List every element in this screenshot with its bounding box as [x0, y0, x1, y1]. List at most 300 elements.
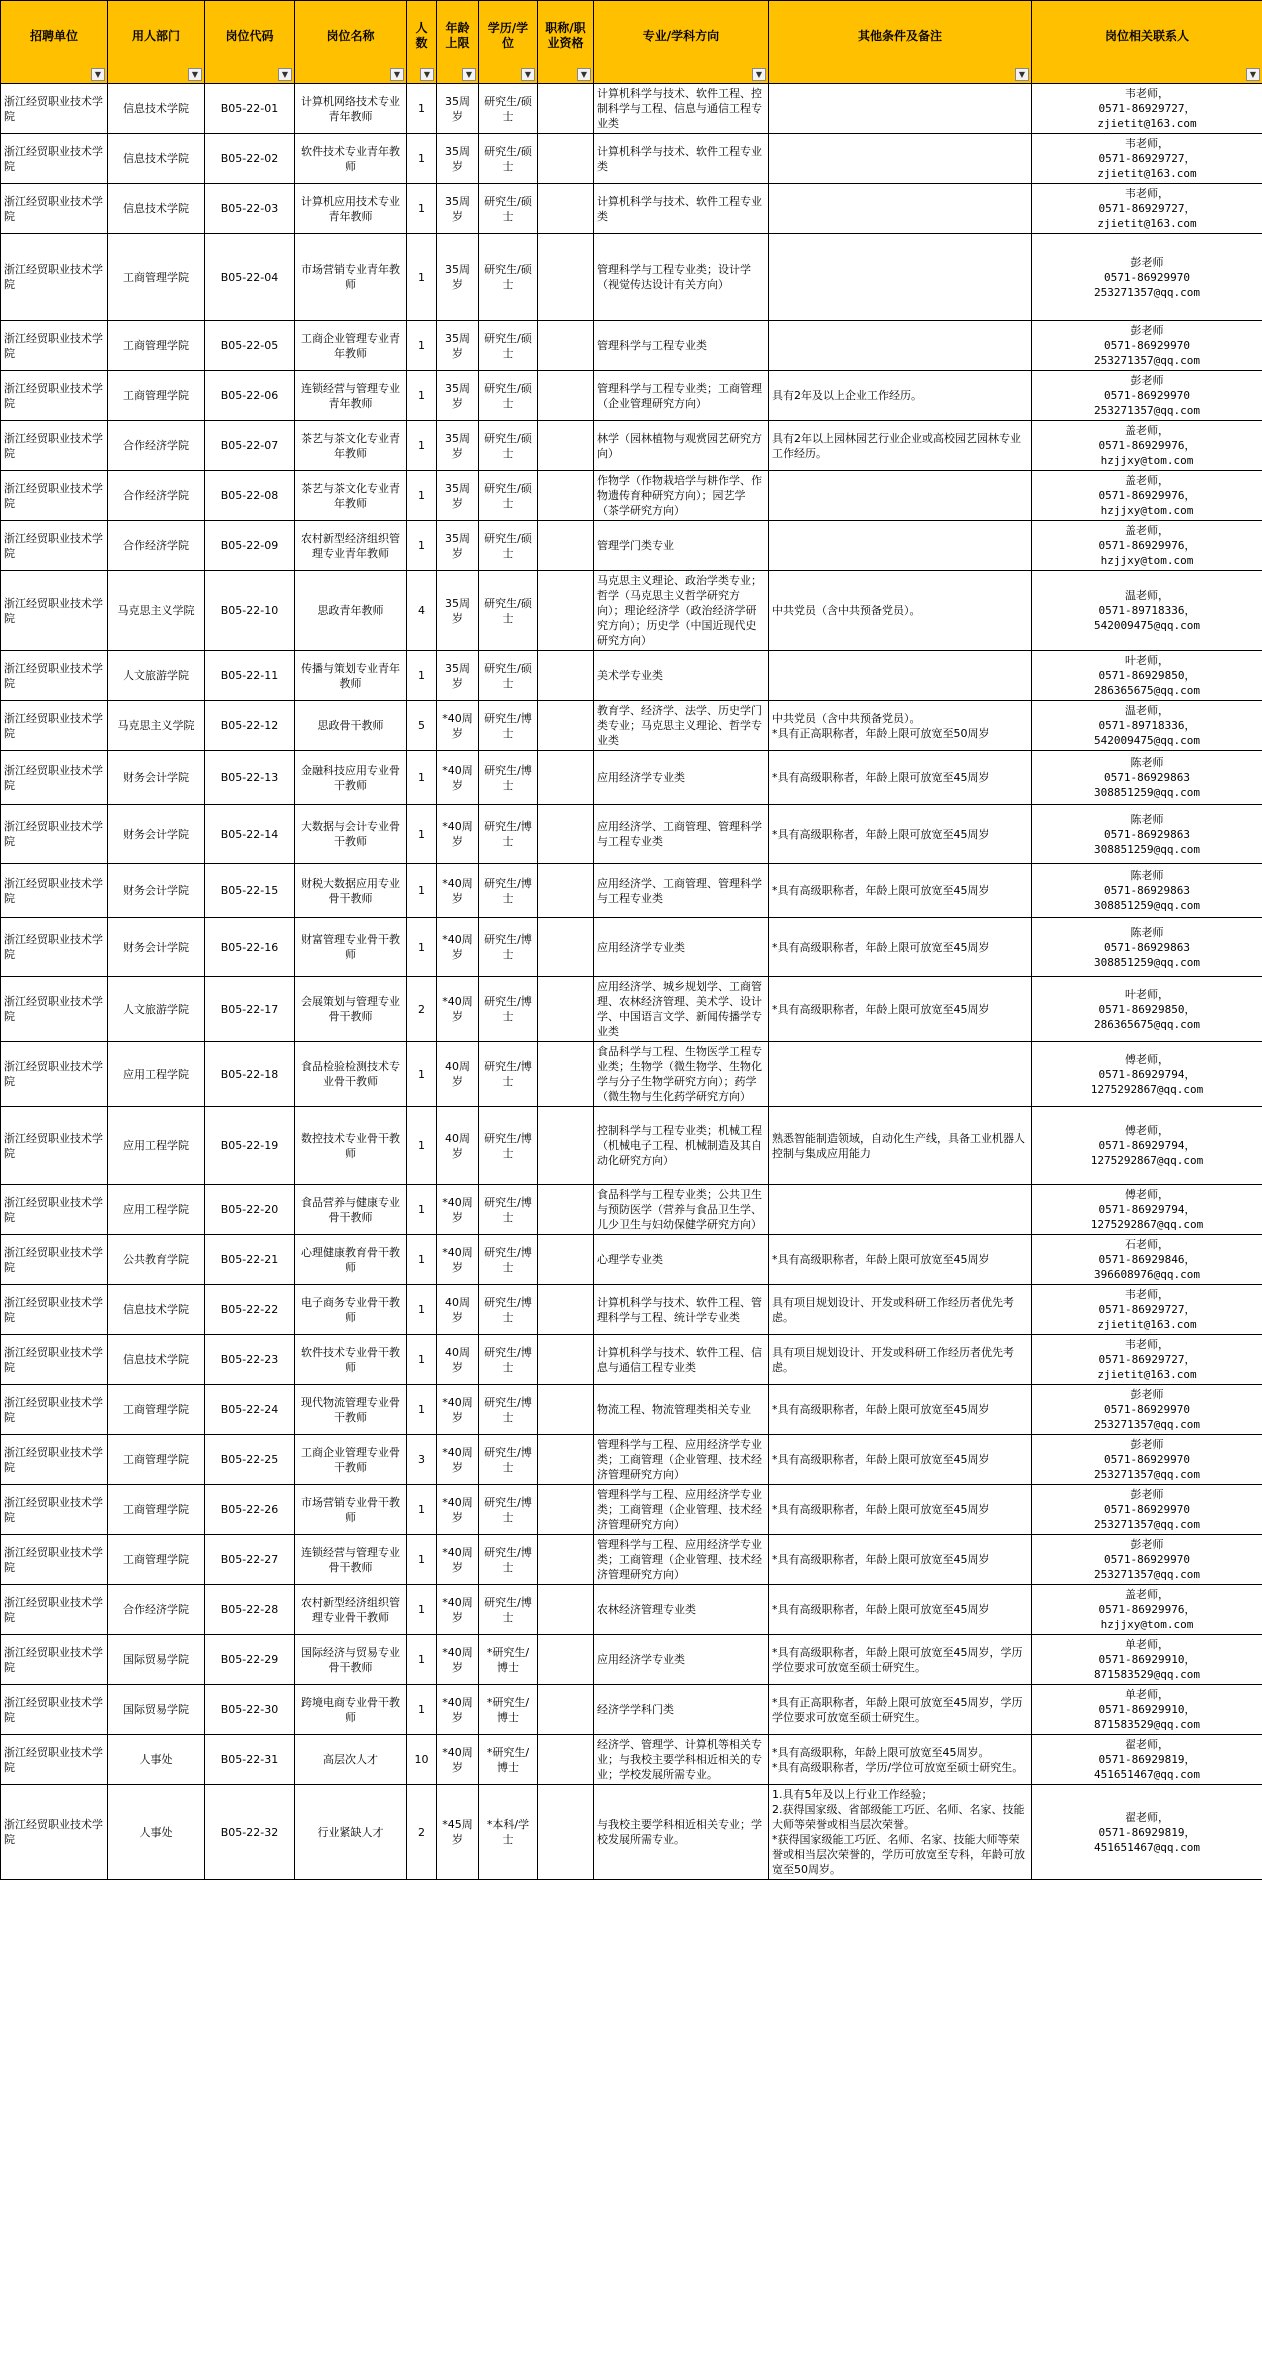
cell-edu[interactable]: 研究生/硕士 — [479, 471, 538, 521]
column-header-dept[interactable] — [108, 1, 205, 84]
table-row[interactable] — [1, 1535, 1262, 1585]
cell-notes[interactable] — [769, 651, 1032, 701]
cell-major[interactable]: 应用经济学、城乡规划学、工商管理、农林经济管理、美术学、设计学、中国语言文学、新闻传播学专业类 — [594, 977, 769, 1042]
cell-age[interactable]: *40周岁 — [437, 864, 479, 918]
cell-num[interactable]: 3 — [407, 1435, 437, 1485]
cell-code[interactable]: B05-22-16 — [205, 918, 295, 977]
cell-unit[interactable]: 浙江经贸职业技术学院 — [1, 421, 108, 471]
cell-contact[interactable]: 盖老师， 0571-86929976， hzjjxy@tom.com — [1032, 1585, 1262, 1635]
cell-title[interactable] — [538, 1485, 594, 1535]
cell-edu[interactable]: 研究生/博士 — [479, 1385, 538, 1435]
cell-major[interactable]: 管理科学与工程专业类 — [594, 321, 769, 371]
cell-code[interactable]: B05-22-32 — [205, 1785, 295, 1880]
cell-age[interactable]: 40周岁 — [437, 1042, 479, 1107]
cell-title[interactable] — [538, 1785, 594, 1880]
cell-notes[interactable]: *具有高级职称者，年龄上限可放宽至45周岁 — [769, 1585, 1032, 1635]
cell-edu[interactable]: 研究生/博士 — [479, 1107, 538, 1185]
cell-unit[interactable]: 浙江经贸职业技术学院 — [1, 1235, 108, 1285]
cell-name[interactable]: 农村新型经济组织管理专业青年教师 — [295, 521, 407, 571]
cell-edu[interactable]: 研究生/硕士 — [479, 234, 538, 321]
table-row[interactable] — [1, 84, 1262, 134]
cell-age[interactable]: 35周岁 — [437, 651, 479, 701]
cell-num[interactable]: 1 — [407, 651, 437, 701]
cell-num[interactable]: 1 — [407, 184, 437, 234]
cell-name[interactable]: 思政青年教师 — [295, 571, 407, 651]
cell-notes[interactable] — [769, 521, 1032, 571]
cell-name[interactable]: 计算机应用技术专业青年教师 — [295, 184, 407, 234]
cell-unit[interactable]: 浙江经贸职业技术学院 — [1, 1385, 108, 1435]
cell-unit[interactable]: 浙江经贸职业技术学院 — [1, 1485, 108, 1535]
filter-dropdown-icon[interactable]: ▼ — [188, 68, 202, 81]
cell-age[interactable]: *40周岁 — [437, 977, 479, 1042]
table-row[interactable] — [1, 1235, 1262, 1285]
cell-name[interactable]: 食品检验检测技术专业骨干教师 — [295, 1042, 407, 1107]
cell-num[interactable]: 10 — [407, 1735, 437, 1785]
cell-num[interactable]: 2 — [407, 1785, 437, 1880]
cell-num[interactable]: 1 — [407, 234, 437, 321]
cell-dept[interactable]: 国际贸易学院 — [108, 1685, 205, 1735]
cell-major[interactable]: 应用经济学专业类 — [594, 918, 769, 977]
cell-edu[interactable]: *研究生/博士 — [479, 1635, 538, 1685]
cell-code[interactable]: B05-22-08 — [205, 471, 295, 521]
cell-notes[interactable] — [769, 134, 1032, 184]
cell-num[interactable]: 1 — [407, 1635, 437, 1685]
cell-age[interactable]: *40周岁 — [437, 1685, 479, 1735]
cell-dept[interactable]: 财务会计学院 — [108, 864, 205, 918]
column-header-num[interactable] — [407, 1, 437, 84]
cell-age[interactable]: *40周岁 — [437, 1435, 479, 1485]
cell-name[interactable]: 高层次人才 — [295, 1735, 407, 1785]
cell-code[interactable]: B05-22-23 — [205, 1335, 295, 1385]
cell-notes[interactable] — [769, 321, 1032, 371]
cell-num[interactable]: 1 — [407, 371, 437, 421]
filter-dropdown-icon[interactable]: ▼ — [420, 68, 434, 81]
cell-contact[interactable]: 傅老师， 0571-86929794， 1275292867@qq.com — [1032, 1185, 1262, 1235]
cell-major[interactable]: 美术学专业类 — [594, 651, 769, 701]
column-header-code[interactable] — [205, 1, 295, 84]
cell-major[interactable]: 管理科学与工程专业类；工商管理（企业管理研究方向） — [594, 371, 769, 421]
cell-title[interactable] — [538, 1285, 594, 1335]
column-header-major[interactable] — [594, 1, 769, 84]
cell-unit[interactable]: 浙江经贸职业技术学院 — [1, 234, 108, 321]
cell-dept[interactable]: 合作经济学院 — [108, 421, 205, 471]
cell-major[interactable]: 应用经济学、工商管理、管理科学与工程专业类 — [594, 805, 769, 864]
table-row[interactable] — [1, 1385, 1262, 1435]
cell-num[interactable]: 5 — [407, 701, 437, 751]
cell-unit[interactable]: 浙江经贸职业技术学院 — [1, 864, 108, 918]
cell-age[interactable]: *40周岁 — [437, 751, 479, 805]
table-row[interactable] — [1, 864, 1262, 918]
cell-code[interactable]: B05-22-30 — [205, 1685, 295, 1735]
cell-edu[interactable]: 研究生/硕士 — [479, 571, 538, 651]
cell-notes[interactable] — [769, 184, 1032, 234]
table-row[interactable] — [1, 651, 1262, 701]
cell-code[interactable]: B05-22-15 — [205, 864, 295, 918]
cell-notes[interactable]: 熟悉智能制造领域，自动化生产线，具备工业机器人控制与集成应用能力 — [769, 1107, 1032, 1185]
cell-edu[interactable]: *本科/学士 — [479, 1785, 538, 1880]
cell-num[interactable]: 1 — [407, 751, 437, 805]
table-row[interactable] — [1, 1285, 1262, 1335]
table-row[interactable] — [1, 1685, 1262, 1735]
cell-contact[interactable]: 韦老师， 0571-86929727， zjietit@163.com — [1032, 1335, 1262, 1385]
cell-major[interactable]: 经济学、管理学、计算机等相关专业；与我校主要学科相近相关的专业；学校发展所需专业。 — [594, 1735, 769, 1785]
cell-code[interactable]: B05-22-04 — [205, 234, 295, 321]
cell-contact[interactable]: 温老师， 0571-89718336， 542009475@qq.com — [1032, 571, 1262, 651]
cell-title[interactable] — [538, 1735, 594, 1785]
cell-name[interactable]: 茶艺与茶文化专业青年教师 — [295, 471, 407, 521]
cell-dept[interactable]: 应用工程学院 — [108, 1107, 205, 1185]
cell-title[interactable] — [538, 1435, 594, 1485]
table-row[interactable] — [1, 321, 1262, 371]
cell-age[interactable]: 40周岁 — [437, 1285, 479, 1335]
cell-dept[interactable]: 国际贸易学院 — [108, 1635, 205, 1685]
cell-contact[interactable]: 石老师， 0571-86929846， 396608976@qq.com — [1032, 1235, 1262, 1285]
cell-age[interactable]: 35周岁 — [437, 234, 479, 321]
cell-num[interactable]: 1 — [407, 1285, 437, 1335]
cell-name[interactable]: 传播与策划专业青年教师 — [295, 651, 407, 701]
cell-title[interactable] — [538, 1042, 594, 1107]
cell-title[interactable] — [538, 1235, 594, 1285]
cell-code[interactable]: B05-22-13 — [205, 751, 295, 805]
cell-dept[interactable]: 合作经济学院 — [108, 1585, 205, 1635]
cell-notes[interactable] — [769, 84, 1032, 134]
filter-dropdown-icon[interactable]: ▼ — [577, 68, 591, 81]
cell-contact[interactable]: 单老师， 0571-86929910， 871583529@qq.com — [1032, 1635, 1262, 1685]
table-row[interactable] — [1, 471, 1262, 521]
cell-contact[interactable]: 彭老师 0571-86929970 253271357@qq.com — [1032, 1485, 1262, 1535]
cell-code[interactable]: B05-22-31 — [205, 1735, 295, 1785]
table-row[interactable] — [1, 571, 1262, 651]
cell-title[interactable] — [538, 1335, 594, 1385]
cell-name[interactable]: 大数据与会计专业骨干教师 — [295, 805, 407, 864]
table-row[interactable] — [1, 1042, 1262, 1107]
cell-unit[interactable]: 浙江经贸职业技术学院 — [1, 1107, 108, 1185]
cell-contact[interactable]: 盖老师， 0571-86929976， hzjjxy@tom.com — [1032, 521, 1262, 571]
cell-title[interactable] — [538, 651, 594, 701]
cell-unit[interactable]: 浙江经贸职业技术学院 — [1, 1735, 108, 1785]
cell-num[interactable]: 1 — [407, 134, 437, 184]
cell-contact[interactable]: 彭老师 0571-86929970 253271357@qq.com — [1032, 234, 1262, 321]
cell-name[interactable]: 金融科技应用专业骨干教师 — [295, 751, 407, 805]
cell-code[interactable]: B05-22-27 — [205, 1535, 295, 1585]
cell-unit[interactable]: 浙江经贸职业技术学院 — [1, 805, 108, 864]
cell-num[interactable]: 1 — [407, 1485, 437, 1535]
cell-code[interactable]: B05-22-19 — [205, 1107, 295, 1185]
cell-unit[interactable]: 浙江经贸职业技术学院 — [1, 371, 108, 421]
cell-unit[interactable]: 浙江经贸职业技术学院 — [1, 1535, 108, 1585]
cell-edu[interactable]: 研究生/硕士 — [479, 521, 538, 571]
table-row[interactable] — [1, 1735, 1262, 1785]
cell-title[interactable] — [538, 977, 594, 1042]
cell-name[interactable]: 财富管理专业骨干教师 — [295, 918, 407, 977]
cell-contact[interactable]: 韦老师， 0571-86929727， zjietit@163.com — [1032, 84, 1262, 134]
cell-title[interactable] — [538, 1107, 594, 1185]
cell-contact[interactable]: 温老师， 0571-89718336， 542009475@qq.com — [1032, 701, 1262, 751]
cell-unit[interactable]: 浙江经贸职业技术学院 — [1, 918, 108, 977]
cell-edu[interactable]: 研究生/硕士 — [479, 134, 538, 184]
cell-age[interactable]: *40周岁 — [437, 1485, 479, 1535]
cell-contact[interactable]: 叶老师， 0571-86929850， 286365675@qq.com — [1032, 651, 1262, 701]
cell-major[interactable]: 管理科学与工程、应用经济学专业类；工商管理（企业管理、技术经济管理研究方向） — [594, 1535, 769, 1585]
table-row[interactable] — [1, 977, 1262, 1042]
cell-major[interactable]: 经济学学科门类 — [594, 1685, 769, 1735]
cell-edu[interactable]: 研究生/博士 — [479, 918, 538, 977]
column-header-contact[interactable] — [1032, 1, 1262, 84]
table-row[interactable] — [1, 234, 1262, 321]
cell-title[interactable] — [538, 1185, 594, 1235]
cell-notes[interactable]: 具有项目规划设计、开发或科研工作经历者优先考虑。 — [769, 1285, 1032, 1335]
cell-age[interactable]: 35周岁 — [437, 184, 479, 234]
filter-dropdown-icon[interactable]: ▼ — [1015, 68, 1029, 81]
cell-notes[interactable]: *具有高级职称者，年龄上限可放宽至45周岁 — [769, 1435, 1032, 1485]
cell-title[interactable] — [538, 571, 594, 651]
cell-notes[interactable]: *具有高级职称者，年龄上限可放宽至45周岁 — [769, 918, 1032, 977]
cell-unit[interactable]: 浙江经贸职业技术学院 — [1, 1285, 108, 1335]
cell-num[interactable]: 1 — [407, 805, 437, 864]
cell-name[interactable]: 软件技术专业骨干教师 — [295, 1335, 407, 1385]
cell-edu[interactable]: 研究生/硕士 — [479, 184, 538, 234]
cell-name[interactable]: 计算机网络技术专业青年教师 — [295, 84, 407, 134]
cell-dept[interactable]: 财务会计学院 — [108, 751, 205, 805]
cell-code[interactable]: B05-22-18 — [205, 1042, 295, 1107]
cell-age[interactable]: 35周岁 — [437, 321, 479, 371]
table-row[interactable] — [1, 1107, 1262, 1185]
cell-age[interactable]: *40周岁 — [437, 1635, 479, 1685]
cell-major[interactable]: 心理学专业类 — [594, 1235, 769, 1285]
cell-edu[interactable]: 研究生/博士 — [479, 1535, 538, 1585]
table-row[interactable] — [1, 134, 1262, 184]
cell-edu[interactable]: 研究生/博士 — [479, 1335, 538, 1385]
cell-dept[interactable]: 合作经济学院 — [108, 521, 205, 571]
column-header-unit[interactable] — [1, 1, 108, 84]
cell-name[interactable]: 数控技术专业骨干教师 — [295, 1107, 407, 1185]
cell-notes[interactable]: 具有2年以上园林园艺行业企业或高校园艺园林专业工作经历。 — [769, 421, 1032, 471]
cell-contact[interactable]: 单老师， 0571-86929910， 871583529@qq.com — [1032, 1685, 1262, 1735]
table-row[interactable] — [1, 918, 1262, 977]
table-row[interactable] — [1, 1485, 1262, 1535]
cell-name[interactable]: 现代物流管理专业骨干教师 — [295, 1385, 407, 1435]
cell-age[interactable]: 40周岁 — [437, 1335, 479, 1385]
cell-num[interactable]: 1 — [407, 864, 437, 918]
cell-dept[interactable]: 工商管理学院 — [108, 1535, 205, 1585]
cell-notes[interactable]: *具有高级职称者，年龄上限可放宽至45周岁 — [769, 751, 1032, 805]
cell-unit[interactable]: 浙江经贸职业技术学院 — [1, 1585, 108, 1635]
cell-num[interactable]: 1 — [407, 1685, 437, 1735]
cell-contact[interactable]: 彭老师 0571-86929970 253271357@qq.com — [1032, 321, 1262, 371]
cell-dept[interactable]: 应用工程学院 — [108, 1185, 205, 1235]
cell-code[interactable]: B05-22-12 — [205, 701, 295, 751]
cell-code[interactable]: B05-22-17 — [205, 977, 295, 1042]
cell-edu[interactable]: 研究生/博士 — [479, 1585, 538, 1635]
cell-major[interactable]: 计算机科学与技术、软件工程、管理科学与工程、统计学专业类 — [594, 1285, 769, 1335]
cell-name[interactable]: 工商企业管理专业青年教师 — [295, 321, 407, 371]
cell-contact[interactable]: 陈老师 0571-86929863 308851259@qq.com — [1032, 864, 1262, 918]
cell-dept[interactable]: 财务会计学院 — [108, 805, 205, 864]
cell-age[interactable]: *40周岁 — [437, 805, 479, 864]
cell-title[interactable] — [538, 521, 594, 571]
cell-code[interactable]: B05-22-03 — [205, 184, 295, 234]
cell-edu[interactable]: 研究生/博士 — [479, 1285, 538, 1335]
cell-name[interactable]: 心理健康教育骨干教师 — [295, 1235, 407, 1285]
cell-notes[interactable]: 中共党员（含中共预备党员）。 *具有正高职称者，年龄上限可放宽至50周岁 — [769, 701, 1032, 751]
cell-major[interactable]: 计算机科学与技术、软件工程、信息与通信工程专业类 — [594, 1335, 769, 1385]
cell-notes[interactable]: *具有高级职称者，年龄上限可放宽至45周岁 — [769, 805, 1032, 864]
cell-name[interactable]: 思政骨干教师 — [295, 701, 407, 751]
cell-title[interactable] — [538, 471, 594, 521]
cell-num[interactable]: 1 — [407, 421, 437, 471]
cell-name[interactable]: 连锁经营与管理专业青年教师 — [295, 371, 407, 421]
cell-unit[interactable]: 浙江经贸职业技术学院 — [1, 84, 108, 134]
cell-age[interactable]: *40周岁 — [437, 1185, 479, 1235]
cell-dept[interactable]: 马克思主义学院 — [108, 571, 205, 651]
column-header-age[interactable] — [437, 1, 479, 84]
cell-age[interactable]: 35周岁 — [437, 421, 479, 471]
cell-notes[interactable]: *具有高级职称者，年龄上限可放宽至45周岁，学历学位要求可放宽至硕士研究生。 — [769, 1635, 1032, 1685]
cell-title[interactable] — [538, 701, 594, 751]
cell-unit[interactable]: 浙江经贸职业技术学院 — [1, 321, 108, 371]
cell-notes[interactable]: *具有高级职称者，年龄上限可放宽至45周岁 — [769, 977, 1032, 1042]
cell-major[interactable]: 农林经济管理专业类 — [594, 1585, 769, 1635]
cell-title[interactable] — [538, 1585, 594, 1635]
cell-edu[interactable]: 研究生/博士 — [479, 1185, 538, 1235]
cell-unit[interactable]: 浙江经贸职业技术学院 — [1, 471, 108, 521]
cell-dept[interactable]: 人文旅游学院 — [108, 651, 205, 701]
column-header-name[interactable] — [295, 1, 407, 84]
table-row[interactable] — [1, 751, 1262, 805]
cell-title[interactable] — [538, 184, 594, 234]
cell-name[interactable]: 会展策划与管理专业骨干教师 — [295, 977, 407, 1042]
cell-title[interactable] — [538, 84, 594, 134]
cell-title[interactable] — [538, 1535, 594, 1585]
cell-age[interactable]: *40周岁 — [437, 1235, 479, 1285]
cell-contact[interactable]: 韦老师， 0571-86929727， zjietit@163.com — [1032, 1285, 1262, 1335]
cell-name[interactable]: 茶艺与茶文化专业青年教师 — [295, 421, 407, 471]
column-header-notes[interactable] — [769, 1, 1032, 84]
cell-code[interactable]: B05-22-29 — [205, 1635, 295, 1685]
cell-code[interactable]: B05-22-25 — [205, 1435, 295, 1485]
cell-title[interactable] — [538, 234, 594, 321]
cell-title[interactable] — [538, 1635, 594, 1685]
cell-contact[interactable]: 傅老师， 0571-86929794， 1275292867@qq.com — [1032, 1107, 1262, 1185]
cell-code[interactable]: B05-22-07 — [205, 421, 295, 471]
filter-dropdown-icon[interactable]: ▼ — [752, 68, 766, 81]
cell-num[interactable]: 1 — [407, 1042, 437, 1107]
cell-name[interactable]: 电子商务专业骨干教师 — [295, 1285, 407, 1335]
cell-dept[interactable]: 信息技术学院 — [108, 134, 205, 184]
cell-age[interactable]: *40周岁 — [437, 1735, 479, 1785]
cell-edu[interactable]: 研究生/博士 — [479, 1485, 538, 1535]
cell-name[interactable]: 工商企业管理专业骨干教师 — [295, 1435, 407, 1485]
cell-dept[interactable]: 人事处 — [108, 1785, 205, 1880]
table-row[interactable] — [1, 1635, 1262, 1685]
cell-contact[interactable]: 韦老师， 0571-86929727， zjietit@163.com — [1032, 184, 1262, 234]
cell-edu[interactable]: 研究生/硕士 — [479, 84, 538, 134]
cell-code[interactable]: B05-22-11 — [205, 651, 295, 701]
cell-name[interactable]: 软件技术专业青年教师 — [295, 134, 407, 184]
filter-dropdown-icon[interactable]: ▼ — [390, 68, 404, 81]
cell-major[interactable]: 应用经济学、工商管理、管理科学与工程专业类 — [594, 864, 769, 918]
cell-title[interactable] — [538, 864, 594, 918]
cell-title[interactable] — [538, 371, 594, 421]
cell-edu[interactable]: 研究生/硕士 — [479, 421, 538, 471]
cell-title[interactable] — [538, 321, 594, 371]
filter-dropdown-icon[interactable]: ▼ — [1246, 68, 1260, 81]
cell-major[interactable]: 计算机科学与技术、软件工程、控制科学与工程、信息与通信工程专业类 — [594, 84, 769, 134]
cell-edu[interactable]: *研究生/博士 — [479, 1685, 538, 1735]
cell-age[interactable]: 35周岁 — [437, 521, 479, 571]
cell-age[interactable]: *40周岁 — [437, 701, 479, 751]
cell-major[interactable]: 管理科学与工程、应用经济学专业类；工商管理（企业管理、技术经济管理研究方向） — [594, 1485, 769, 1535]
cell-num[interactable]: 1 — [407, 1235, 437, 1285]
cell-notes[interactable] — [769, 1185, 1032, 1235]
cell-title[interactable] — [538, 751, 594, 805]
cell-title[interactable] — [538, 1385, 594, 1435]
cell-unit[interactable]: 浙江经贸职业技术学院 — [1, 1685, 108, 1735]
cell-unit[interactable]: 浙江经贸职业技术学院 — [1, 1435, 108, 1485]
cell-title[interactable] — [538, 134, 594, 184]
cell-age[interactable]: 35周岁 — [437, 134, 479, 184]
cell-num[interactable]: 1 — [407, 521, 437, 571]
table-row[interactable] — [1, 521, 1262, 571]
cell-notes[interactable]: 具有2年及以上企业工作经历。 — [769, 371, 1032, 421]
cell-dept[interactable]: 人文旅游学院 — [108, 977, 205, 1042]
cell-code[interactable]: B05-22-06 — [205, 371, 295, 421]
cell-age[interactable]: 35周岁 — [437, 84, 479, 134]
cell-num[interactable]: 1 — [407, 471, 437, 521]
cell-major[interactable]: 管理学门类专业 — [594, 521, 769, 571]
table-row[interactable] — [1, 1585, 1262, 1635]
cell-title[interactable] — [538, 805, 594, 864]
cell-num[interactable]: 1 — [407, 1335, 437, 1385]
cell-dept[interactable]: 工商管理学院 — [108, 321, 205, 371]
cell-edu[interactable]: 研究生/博士 — [479, 864, 538, 918]
cell-contact[interactable]: 翟老师， 0571-86929819， 451651467@qq.com — [1032, 1785, 1262, 1880]
cell-contact[interactable]: 翟老师， 0571-86929819， 451651467@qq.com — [1032, 1735, 1262, 1785]
cell-unit[interactable]: 浙江经贸职业技术学院 — [1, 701, 108, 751]
cell-major[interactable]: 食品科学与工程、生物医学工程专业类；生物学（微生物学、生物化学与分子生物学研究方向）；药学（微生物与生化药学研究方向） — [594, 1042, 769, 1107]
column-header-title[interactable] — [538, 1, 594, 84]
cell-major[interactable]: 计算机科学与技术、软件工程专业类 — [594, 134, 769, 184]
cell-num[interactable]: 2 — [407, 977, 437, 1042]
cell-dept[interactable]: 信息技术学院 — [108, 184, 205, 234]
cell-major[interactable]: 控制科学与工程专业类；机械工程（机械电子工程、机械制造及其自动化研究方向） — [594, 1107, 769, 1185]
cell-major[interactable]: 林学（园林植物与观赏园艺研究方向） — [594, 421, 769, 471]
cell-notes[interactable]: *具有高级职称者，年龄上限可放宽至45周岁 — [769, 1485, 1032, 1535]
cell-code[interactable]: B05-22-21 — [205, 1235, 295, 1285]
cell-dept[interactable]: 合作经济学院 — [108, 471, 205, 521]
cell-age[interactable]: *45周岁 — [437, 1785, 479, 1880]
cell-num[interactable]: 1 — [407, 1107, 437, 1185]
cell-name[interactable]: 国际经济与贸易专业骨干教师 — [295, 1635, 407, 1685]
cell-contact[interactable]: 彭老师 0571-86929970 253271357@qq.com — [1032, 1385, 1262, 1435]
cell-major[interactable]: 与我校主要学科相近相关专业；学校发展所需专业。 — [594, 1785, 769, 1880]
cell-name[interactable]: 财税大数据应用专业骨干教师 — [295, 864, 407, 918]
table-row[interactable] — [1, 1185, 1262, 1235]
cell-edu[interactable]: 研究生/博士 — [479, 977, 538, 1042]
cell-unit[interactable]: 浙江经贸职业技术学院 — [1, 134, 108, 184]
cell-dept[interactable]: 财务会计学院 — [108, 918, 205, 977]
cell-title[interactable] — [538, 918, 594, 977]
table-row[interactable] — [1, 371, 1262, 421]
cell-notes[interactable] — [769, 1042, 1032, 1107]
filter-dropdown-icon[interactable]: ▼ — [521, 68, 535, 81]
cell-num[interactable]: 1 — [407, 918, 437, 977]
cell-major[interactable]: 食品科学与工程专业类；公共卫生与预防医学（营养与食品卫生学、儿少卫生与妇幼保健学研究方向） — [594, 1185, 769, 1235]
column-header-edu[interactable] — [479, 1, 538, 84]
cell-num[interactable]: 1 — [407, 321, 437, 371]
cell-contact[interactable]: 陈老师 0571-86929863 308851259@qq.com — [1032, 918, 1262, 977]
cell-unit[interactable]: 浙江经贸职业技术学院 — [1, 184, 108, 234]
